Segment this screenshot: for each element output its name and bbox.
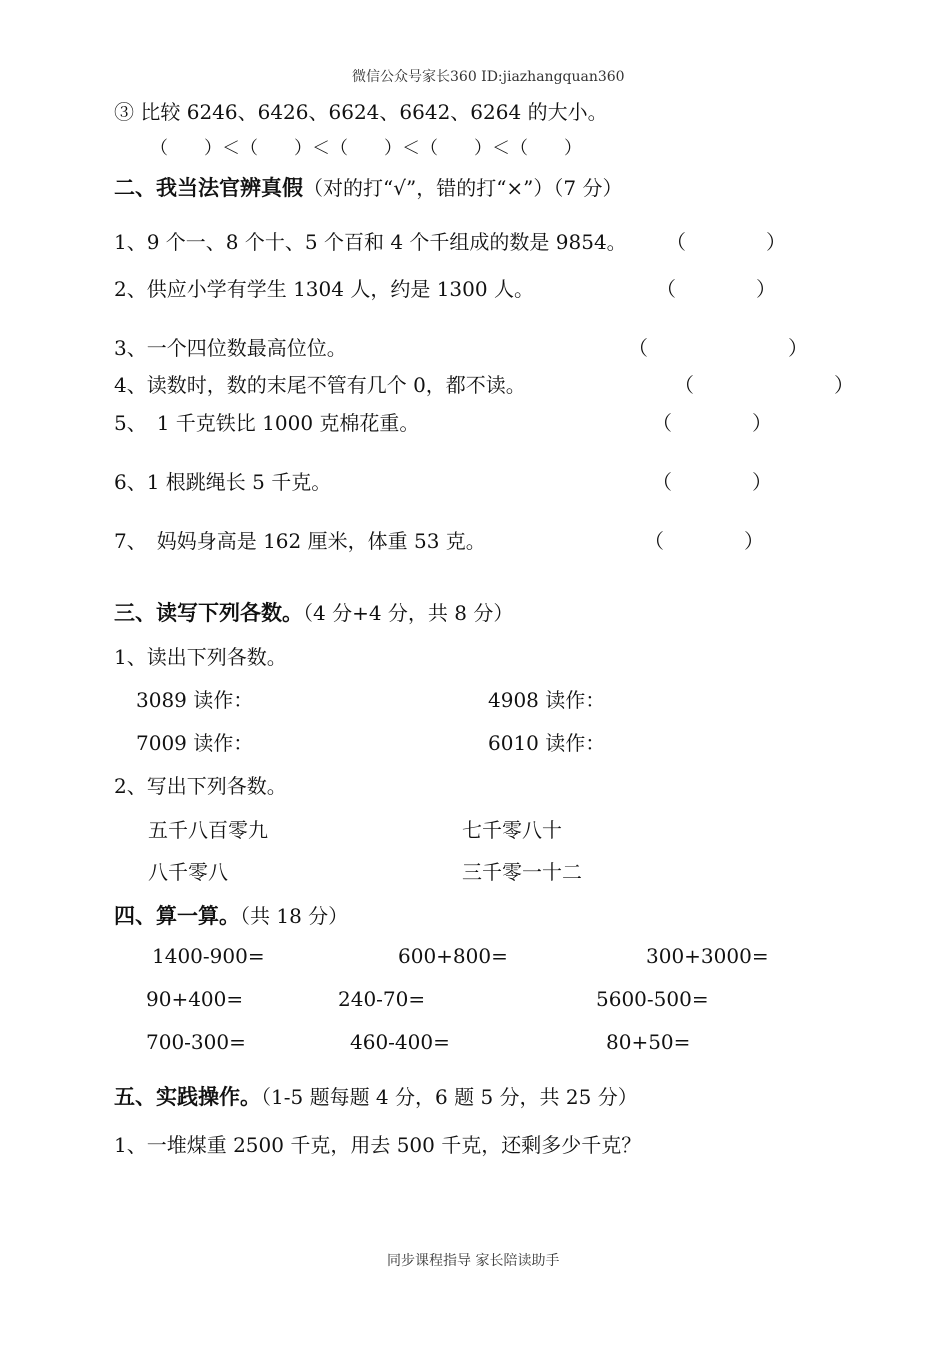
compare-question: ③ 比较 6246、6426、6624、6642、6264 的大小。 — [114, 100, 608, 124]
judge-item-7: 7、 妈妈身高是 162 厘米，体重 53 克。 — [114, 529, 486, 553]
section3-sub2: 2、写出下列各数。 — [114, 774, 287, 798]
write-item-2: 七千零八十 — [462, 818, 562, 842]
section3-heading — [114, 597, 513, 627]
read-item-1: 3089 读作： — [136, 688, 254, 712]
judge-paren-1: （ ） — [666, 230, 786, 254]
section5-title: 五、实践操作。 — [114, 1085, 261, 1109]
section4-title: 四、算一算。 — [114, 904, 240, 928]
section3-title: 三、读写下列各数。 — [114, 601, 303, 625]
calc-expr-4: 90+400= — [146, 987, 244, 1011]
section2-heading — [114, 172, 622, 202]
compare-blanks: （ ）＜（ ）＜（ ）＜（ ）＜（ ） — [150, 138, 582, 159]
write-item-4: 三千零一十二 — [462, 860, 582, 884]
calc-expr-9: 80+50= — [606, 1030, 691, 1054]
judge-item-4: 4、读数时，数的末尾不管有几个 0，都不读。 — [114, 373, 526, 397]
judge-paren-6: （ ） — [652, 470, 772, 494]
judge-item-6: 6、1 根跳绳长 5 千克。 — [114, 470, 332, 494]
judge-paren-5: （ ） — [652, 411, 772, 435]
section5-heading — [114, 1081, 638, 1111]
judge-item-5: 5、 1 千克铁比 1000 克棉花重。 — [114, 411, 420, 435]
page-header: 微信公众号家长360 ID:jiazhangquan360 — [352, 69, 625, 85]
section2-title: 二、我当法官辨真假 — [114, 176, 303, 200]
section2-note: （对的打“√”，错的打“×”）（7 分） — [303, 176, 623, 200]
section4-heading — [114, 900, 348, 930]
judge-paren-4: （ ） — [674, 373, 854, 397]
write-item-1: 五千八百零九 — [148, 818, 268, 842]
calc-expr-1: 1400-900= — [152, 944, 265, 968]
judge-paren-7: （ ） — [644, 529, 764, 553]
judge-item-1: 1、9 个一、8 个十、5 个百和 4 个千组成的数是 9854。 — [114, 230, 627, 254]
calc-expr-3: 300+3000= — [646, 944, 769, 968]
read-item-2: 4908 读作： — [488, 688, 606, 712]
judge-paren-2: （ ） — [656, 277, 776, 301]
section4-note: （共 18 分） — [240, 904, 349, 928]
calc-expr-6: 5600-500= — [596, 987, 709, 1011]
page-footer: 同步课程指导 家长陪读助手 — [387, 1253, 560, 1269]
section3-sub1: 1、读出下列各数。 — [114, 645, 287, 669]
judge-paren-3: （ ） — [628, 336, 808, 360]
practice-question-1: 1、一堆煤重 2500 千克，用去 500 千克，还剩多少千克？ — [114, 1133, 642, 1157]
read-item-4: 6010 读作： — [488, 731, 606, 755]
calc-expr-5: 240-70= — [338, 987, 426, 1011]
write-item-3: 八千零八 — [148, 860, 228, 884]
read-item-3: 7009 读作： — [136, 731, 254, 755]
calc-expr-2: 600+800= — [398, 944, 508, 968]
judge-item-3: 3、一个四位数最高位位。 — [114, 336, 347, 360]
section3-note: （4 分+4 分，共 8 分） — [303, 601, 514, 625]
section5-note: （1-5 题每题 4 分，6 题 5 分，共 25 分） — [261, 1085, 638, 1109]
judge-item-2: 2、供应小学有学生 1304 人，约是 1300 人。 — [114, 277, 534, 301]
calc-expr-7: 700-300= — [146, 1030, 246, 1054]
calc-expr-8: 460-400= — [350, 1030, 450, 1054]
